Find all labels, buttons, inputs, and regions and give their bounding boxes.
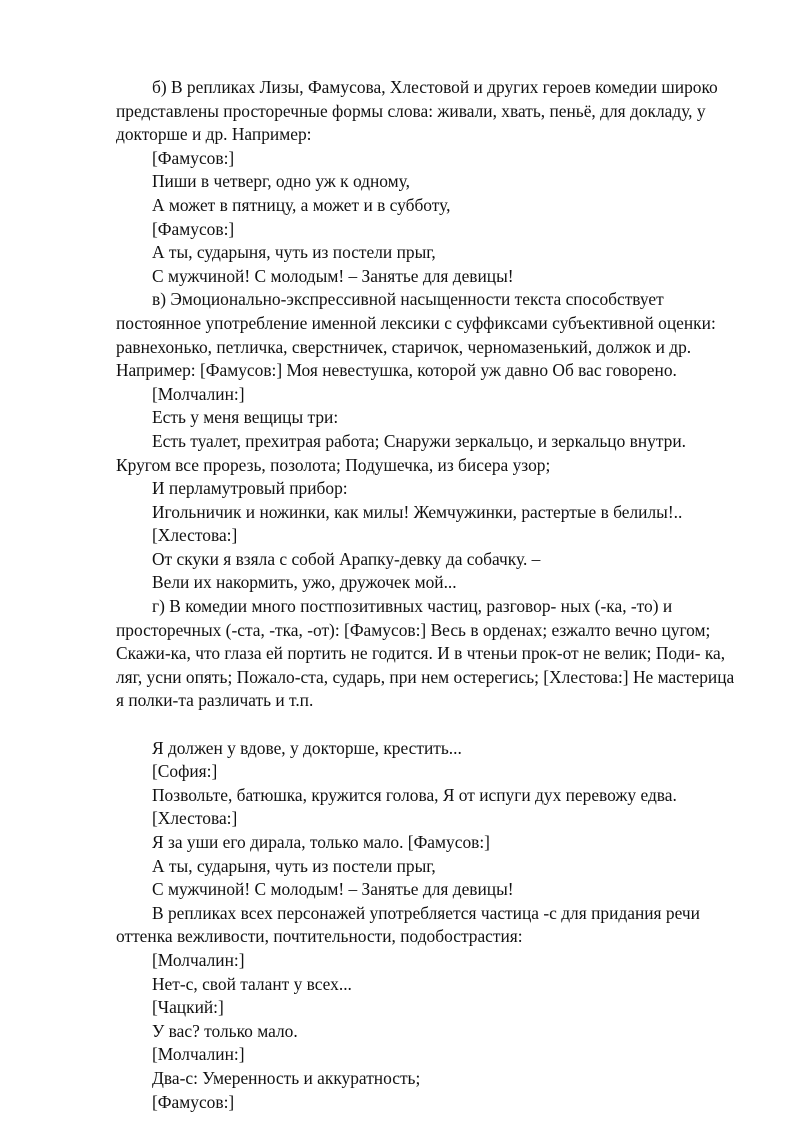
quote-line: С мужчиной! С молодым! – Занятье для девицы! (152, 265, 514, 286)
speaker-label: [Молчалин:] (152, 949, 245, 970)
quote-line: Вели их накормить, ужо, дружочек мой... (152, 572, 457, 593)
quote-line: А ты, сударыня, чуть из постели прыг, (152, 242, 436, 263)
document-page (116, 76, 736, 1114)
quote-line: С мужчиной! С молодым! – Занятье для девицы! (152, 879, 514, 900)
paragraph-b: б) В репликах Лизы, Фамусова, Хлестовой и других героев комедии широко представлены просторечные формы слова: живали, хвать, пеньё, для докладу, у докторше и др. Например: (116, 77, 718, 145)
speaker-label: [Молчалин:] (152, 383, 245, 404)
quote-line: Позвольте, батюшка, кружится голова, Я от испуги дух перевожу едва. (152, 784, 677, 805)
quote-line: А ты, сударыня, чуть из постели прыг, (152, 855, 436, 876)
blank-line (116, 713, 736, 737)
speaker-label: [Фамусов:] (152, 218, 235, 239)
speaker-label: [Фамусов:] (152, 147, 235, 168)
quote-line: Я за уши его дирала, только мало. [Фамусов:] (152, 832, 490, 852)
paragraph-v: в) Эмоционально-экспрессивной насыщенности текста способствует постоянное употребление именной лексики с суффиксами субъективной оценки: равнехонько, петличка, сверстничек, старичок, черномазенький, должок и др. Например: [Фамусов:] Моя невестушка, которой уж давно Об вас говорено. (116, 289, 716, 381)
quote-line: Игольничик и ножинки, как милы! Жемчужинки, растертые в белилы!.. (152, 501, 683, 522)
quote-line: Я должен у вдове, у докторше, крестить... (152, 737, 462, 758)
quote-line: И перламутровый прибор: (152, 478, 348, 499)
quote-line: Два-с: Умеренность и аккуратность; (152, 1067, 421, 1088)
paragraph-particle-s: В репликах всех персонажей употребляется частица -с для придания речи оттенка вежливости, почтительности, подобострастия: (116, 902, 700, 947)
quote-line: Пиши в четверг, одно уж к одному, (152, 171, 410, 192)
quote-line: У вас? только мало. (152, 1020, 298, 1041)
quote-line: От скуки я взяла с собой Арапку-девку да собачку. – (152, 548, 541, 569)
quote-line: А может в пятницу, а может и в субботу, (152, 194, 451, 215)
paragraph-g: г) В комедии много постпозитивных частиц, разговор- ных (-ка, -то) и просторечных (-ста, -тка, -от): [Фамусов:] Весь в орденах; езжалто вечно цугом; Скажи-ка, что глаза ей портить не годится. И в чтеньи прок-от не велик; Поди- ка, ляг, усни опять; Пожало-ста, сударь, при нем остерегись; [Хлестова:] Не мастерица я полки-та различать и т.п. (116, 596, 735, 711)
speaker-label: [Хлестова:] (152, 525, 238, 546)
speaker-label: [София:] (152, 761, 218, 782)
quote-line: Есть у меня вещицы три: (152, 407, 339, 428)
speaker-label: [Хлестова:] (152, 808, 238, 829)
quote-line: Есть туалет, прехитрая работа; Снаружи зеркальцо, и зеркальцо внутри. Кругом все прорезь, позолота; Подушечка, из бисера узор; (116, 430, 687, 475)
speaker-label: [Чацкий:] (152, 997, 224, 1018)
speaker-label: [Молчалин:] (152, 1044, 245, 1065)
quote-line: Нет-с, свой талант у всех... (152, 973, 352, 994)
speaker-label: [Фамусов:] (152, 1091, 235, 1112)
